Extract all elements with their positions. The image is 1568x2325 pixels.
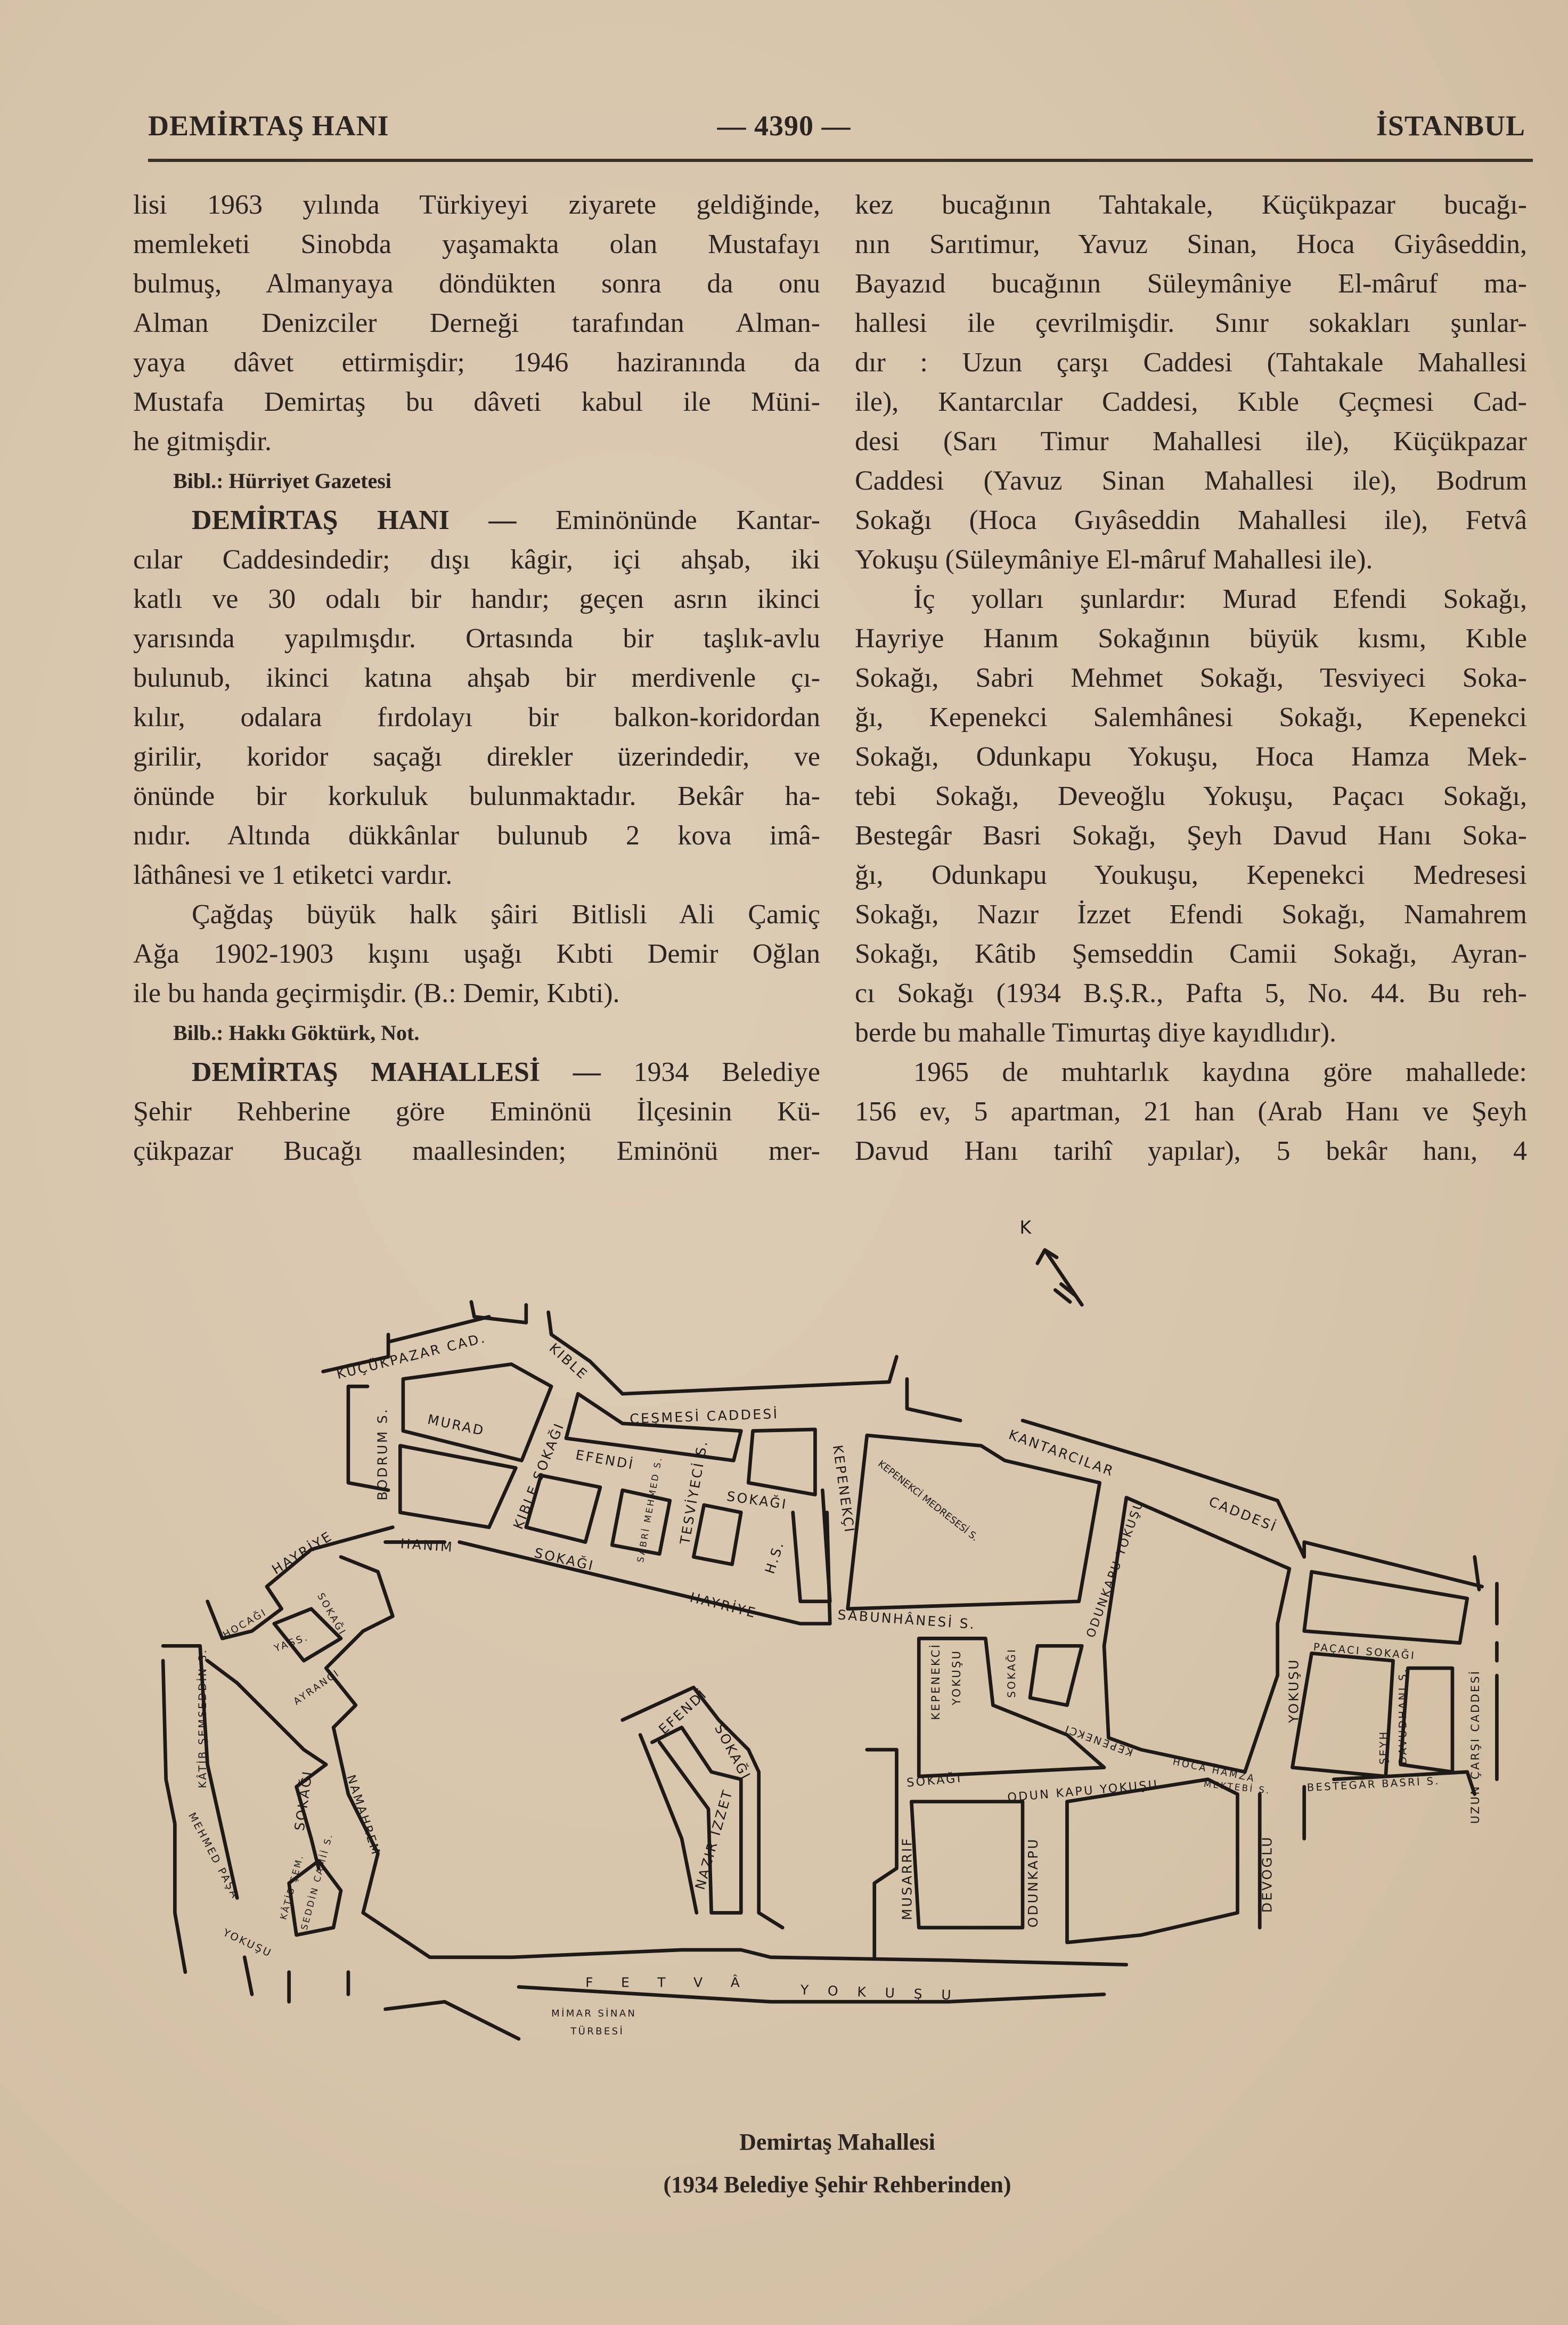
map-label: NAMAHREM [344, 1773, 383, 1858]
map-caption-title: Demirtaş Mahallesi [739, 2129, 935, 2155]
map-label: MUSARRIF [899, 1836, 915, 1921]
line-text: Davud Hanı tarihî yapılar), 5 bekâr hanı, 4 [855, 1136, 1527, 1166]
line-text: Mustafa Demirtaş bu dâveti kabul ile Müni- [133, 387, 820, 417]
line-text: Şehir Rehberine göre Eminönü İlçesinin Kü- [133, 1096, 820, 1127]
line-text: Caddesi (Yavuz Sinan Mahallesi ile), Bodrum [855, 466, 1527, 496]
page-number: — 4390 — [717, 110, 851, 142]
map-label: HANIM [399, 1535, 455, 1555]
map-label: ODUNKAPU YOKUŞU [1083, 1497, 1147, 1640]
line-text: ğı, Kepenekci Salemhânesi Sokağı, Kepenekci [855, 702, 1527, 733]
line-text: 156 ev, 5 apartman, 21 han (Arab Hanı ve Şeyh [855, 1096, 1527, 1127]
map-label: KEPENEKCİ [1061, 1722, 1135, 1759]
line-text: Sokağı, Sabri Mehmet Sokağı, Tesviyeci Soka- [855, 663, 1527, 693]
line-text: bulunub, ikinci katına ahşab bir merdivenle çı- [133, 663, 820, 693]
line-text: cılar Caddesindedir; dışı kâgir, içi ahşab, iki [133, 544, 820, 575]
map-label: MİMAR SİNAN [551, 2008, 637, 2020]
map-caption-source: (1934 Belediye Şehir Rehberinden) [663, 2172, 1011, 2198]
running-head-left: DEMİRTAŞ HANI [148, 110, 389, 142]
line-text: bulmuş, Almanyaya döndükten sonra da onu [133, 269, 820, 299]
map-label: SOKAĞI [315, 1591, 348, 1638]
map-label: SOKAĞI [1006, 1647, 1018, 1698]
line-text: memleketi Sinobda yaşamakta olan Mustafayı [133, 229, 820, 259]
line-text: çükpazar Bucağı maallesinden; Eminönü mer- [133, 1136, 820, 1166]
map-label: KANTARCILAR [1007, 1427, 1117, 1479]
line-text: kez bucağının Tahtakale, Küçükpazar bucağı- [855, 190, 1527, 220]
map-label: YOKUŞU [1286, 1658, 1302, 1724]
line-text: desi (Sarı Timur Mahallesi ile), Küçükpazar [855, 426, 1527, 457]
map-label: SOKAĞI [725, 1488, 789, 1513]
map-label: CADDESİ [1206, 1493, 1280, 1535]
line-text: tebi Sokağı, Deveoğlu Yokuşu, Paçacı Sokağı, [855, 781, 1527, 811]
line-text: Ağa 1902-1903 kışını uşağı Kıbti Demir Oğlan [133, 939, 820, 969]
map-label: ODUNKAPU [1025, 1837, 1041, 1928]
map-label: NAZIR İZZET [692, 1787, 736, 1892]
map-label: MEKTEBİ S. [1203, 1778, 1271, 1796]
map-label: MURAD [426, 1411, 487, 1439]
line-text: Bestegâr Basri Sokağı, Şeyh Davud Hanı Soka- [855, 820, 1527, 851]
map-label: EFENDİ [656, 1686, 710, 1737]
line-text: dır : Uzun çarşı Caddesi (Tahtakale Mahallesi [855, 347, 1527, 378]
map-label: SABUNHÂNESİ S. [837, 1607, 977, 1632]
map-label: BODRUM S. [374, 1407, 390, 1501]
map-label: TÜRBESİ [570, 2026, 625, 2037]
line-text: Sokağı, Nazır İzzet Efendi Sokağı, Namahrem [855, 899, 1527, 930]
line-text: hallesi ile çevrilmişdir. Sınır sokakları şunlar- [855, 308, 1527, 338]
line-text: Sokağı (Hoca Gıyâseddin Mahallesi ile), Fetvâ [855, 505, 1527, 535]
map-label: HAYRİYE [688, 1589, 759, 1621]
line-text: nın Sarıtimur, Yavuz Sinan, Hoca Giyâseddin, [855, 229, 1527, 259]
line-text: cı Sokağı (1934 B.Ş.R., Pafta 5, No. 44. Bu reh- [855, 978, 1527, 1009]
map-label: KÂTİB ŞEM. [278, 1852, 306, 1921]
map-label: KÂTİB ŞEMSEDDİN S. [196, 1648, 209, 1789]
line-text: önünde bir korkuluk bulunmaktadır. Bekâr ha- [133, 781, 820, 811]
map-label: F E T V Â [585, 1974, 752, 1990]
map-label: ÇEŞMESİ CADDESİ [629, 1406, 779, 1427]
map-label: DAVUDHANI S. [1396, 1667, 1409, 1765]
map-label: YOKUŞU [950, 1649, 963, 1705]
line-text: Hayriye Hanım Sokağının büyük kısmı, Kıble [855, 623, 1527, 654]
map-label: SOKAĞI [533, 1544, 597, 1574]
map-label: KEPENEKCİ MEDRESESİ S. [876, 1458, 981, 1543]
map-label: HOCA HAMZA [1172, 1756, 1257, 1785]
line-text: Bibl.: Hürriyet Gazetesi [173, 469, 391, 493]
line-text: berde bu mahalle Timurtaş diye kayıdlıdır). [855, 1018, 1337, 1048]
map-label: KIBLE SOKAĞI [510, 1420, 568, 1532]
line-text: Sokağı, Odunkapu Yokuşu, Hoca Hamza Mek- [855, 742, 1527, 772]
line-text: ğı, Odunkapu Youkuşu, Kepenekci Medresesi [855, 860, 1527, 890]
line-text: 1965 de muhtarlık kaydına göre mahallede: [913, 1057, 1527, 1087]
entry-heading: DEMİRTAŞ MAHALLESİ — [192, 1057, 634, 1087]
map-label: MEHMED PAŞA [185, 1810, 242, 1901]
map-label: HAYRİYE [269, 1528, 336, 1578]
map-label: KÜÇÜKPAZAR CAD. [334, 1330, 488, 1383]
line-text: 1934 Belediye [633, 1057, 820, 1087]
line-text: yarısında yapılmışdır. Ortasında bir taşlık-avlu [133, 623, 820, 654]
line-text: lisi 1963 yılında Türkiyeyi ziyarete geldiğinde, [133, 190, 820, 220]
line-text: Çağdaş büyük halk şâiri Bitlisli Ali Çamiç [192, 899, 820, 930]
line-text: Eminönünde Kantar- [555, 505, 820, 535]
line-text: nıdır. Altında dükkânlar bulunub 2 kova imâ- [133, 820, 820, 851]
map-label: TESVİYECİ S. [677, 1438, 711, 1546]
map-label: HOCAĞI [220, 1606, 270, 1641]
map-label: H.S. [762, 1539, 787, 1576]
line-text: he gitmişdir. [133, 426, 272, 457]
map-label: SOKAĞI [291, 1769, 316, 1832]
line-text: lâthânesi ve 1 etiketci vardır. [133, 860, 453, 890]
north-arrow-icon [1019, 1217, 1082, 1305]
line-text: girilir, koridor saçağı direkler üzerindedir, ve [133, 742, 820, 772]
entry-heading: DEMİRTAŞ HANI — [192, 505, 556, 535]
line-text: ile bu handa geçirmişdir. (B.: Demir, Kıbti). [133, 978, 620, 1009]
map-label: DEVOĞLU [1259, 1835, 1275, 1913]
map-label: SABRİ MEHMED S. [635, 1455, 664, 1564]
line-text: katlı ve 30 odalı bir handır; geçen asrın ikinci [133, 584, 820, 614]
map-label: KIBLE [546, 1340, 591, 1383]
map-label: SOKAĞI [906, 1771, 963, 1790]
map-label: KEPENEKCİ [929, 1643, 943, 1720]
line-text: Sokağı, Kâtib Şemseddin Camii Sokağı, Ayran- [855, 939, 1527, 969]
map-label: PAÇACI SOKAĞI [1312, 1640, 1417, 1662]
line-text: Bayazıd bucağının Süleymâniye El-mâruf ma- [855, 269, 1527, 299]
map-label: ODUN KAPU YOKUŞU [1007, 1777, 1159, 1805]
map-label: ŞEYH [1377, 1730, 1390, 1765]
line-text: kılır, odalara fırdolayı bir balkon-koridordan [133, 702, 820, 733]
line-text: İç yolları şunlardır: Murad Efendi Sokağı, [913, 584, 1527, 614]
map-label: SOKAĞI [711, 1721, 754, 1783]
line-text: ile), Kantarcılar Caddesi, Kıble Çeçmesi Cad- [855, 387, 1527, 417]
line-text: Bilb.: Hakkı Göktürk, Not. [173, 1021, 420, 1045]
line-text: Alman Denizciler Derneği tarafından Alman- [133, 308, 820, 338]
map-label: YOKUŞU [221, 1926, 274, 1960]
map-label: UZUN ÇARŞI CADDESİ [1469, 1669, 1482, 1824]
map-label: SEDDİN CAMİİ S. [299, 1832, 335, 1931]
map-label: AYRANCI [291, 1667, 342, 1708]
north-label: K [1019, 1217, 1033, 1238]
running-head-right: İSTANBUL [1376, 110, 1525, 142]
map-label: BESTEGÂR BASRİ S. [1306, 1774, 1441, 1794]
line-text: yaya dâvet ettirmişdir; 1946 haziranında da [133, 347, 820, 378]
street-labels [186, 1330, 1482, 2037]
map-label: KEPENEKÇİ [829, 1444, 858, 1535]
line-text: Yokuşu (Süleymâniye El-mâruf Mahallesi ile). [855, 544, 1373, 575]
map-label: Y O K U Ş U [800, 1982, 959, 2003]
map-label: YASS. [273, 1631, 311, 1655]
map-label: EFENDİ [574, 1446, 636, 1473]
